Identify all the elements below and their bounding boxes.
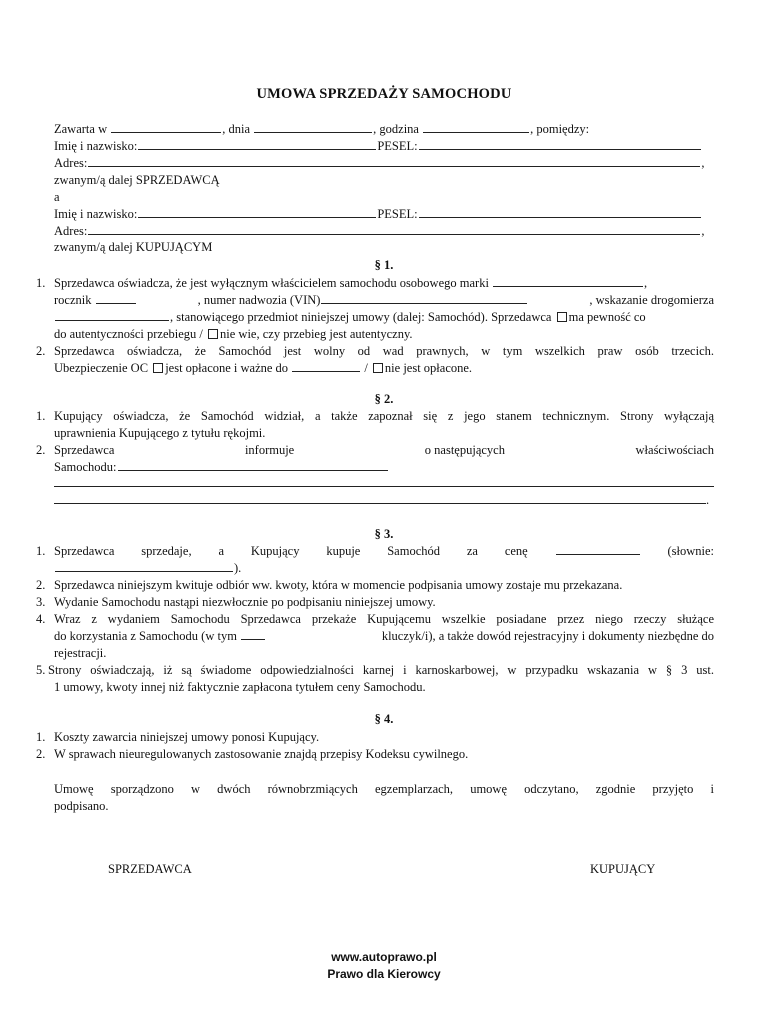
buyer-address-line: Adres: , xyxy=(54,224,705,238)
s3-p1-line1 xyxy=(54,544,714,559)
zawarta-w-label: Zawarta w xyxy=(54,122,108,136)
s3-p5-line2: 1 umowy, kwoty innej niż faktycznie zapłacona tytułem ceny Samochodu. xyxy=(54,680,426,694)
section-3-heading: § 3. xyxy=(374,527,394,541)
s3-word-1: Sprzedawca xyxy=(54,544,115,558)
s1-p2-line2 xyxy=(54,361,472,376)
s1-oc-paid-text: jest opłacone i ważne do xyxy=(165,361,289,375)
s3-p4-line3: rejestracji. xyxy=(54,646,107,660)
buyer-signature-label: KUPUJĄCY xyxy=(590,862,656,876)
buyer-name-line xyxy=(54,207,702,222)
s4-p1-number: 1. xyxy=(36,730,46,744)
seller-signature-label: SPRZEDAWCA xyxy=(108,862,192,876)
car-make-field[interactable] xyxy=(493,276,643,287)
s1-oc-label: Ubezpieczenie OC xyxy=(54,361,149,375)
s1-p1-text4b: nie wie, czy przebieg jest autentyczny. xyxy=(220,327,413,341)
s3-p3-line1: Wydanie Samochodu nastąpi niezwłocznie po podpisaniu niniejszej umowy. xyxy=(54,595,436,609)
seller-name-line xyxy=(54,139,702,154)
time-field[interactable] xyxy=(423,122,529,133)
properties-field-2[interactable] xyxy=(54,486,714,487)
s1-vin-label: , numer nadwozia (VIN) xyxy=(197,293,321,307)
s4-p2-line1: W sprawach nieuregulowanych zastosowanie znajdą przepisy Kodeksu cywilnego. xyxy=(54,747,469,761)
s1-p1-line1: Sprzedawca oświadcza, że jest wyłącznym właścicielem samochodu osobowego marki , xyxy=(54,276,648,290)
godzina-label: , godzina xyxy=(373,122,419,136)
buyer-pesel-label: PESEL: xyxy=(377,207,418,221)
seller-role: zwanym/ą dalej SPRZEDAWCĄ xyxy=(54,173,220,187)
s3-word-2: sprzedaje, xyxy=(141,544,192,558)
closing-line1: Umowę sporządzono w dwóch równobrzmiących egzemplarzach, umowę odczytano, zgodnie przyjęto i xyxy=(54,782,714,796)
price-in-words-field[interactable] xyxy=(55,561,233,572)
section-2-heading: § 2. xyxy=(374,392,394,406)
buyer-name-label: Imię i nazwisko: xyxy=(54,207,138,221)
vin-field[interactable] xyxy=(321,293,527,304)
properties-end-dot: . xyxy=(706,493,710,507)
s3-p1-close: ). xyxy=(234,561,242,575)
seller-pesel-field[interactable] xyxy=(419,139,701,150)
footer-website[interactable]: www.autoprawo.pl xyxy=(331,950,437,964)
dnia-label: , dnia xyxy=(222,122,251,136)
s3-p4-number: 4. xyxy=(36,612,46,626)
properties-field-1[interactable] xyxy=(118,460,388,471)
authentic-mileage-checkbox[interactable] xyxy=(557,312,567,322)
year-field[interactable] xyxy=(96,293,136,304)
buyer-address-label: Adres: xyxy=(54,224,88,238)
s1-p2-line1: Sprzedawca oświadcza, że Samochód jest wolny od wad prawnych, w tym wszelkich praw osób trzecich. xyxy=(54,344,714,358)
s3-p1-number: 1. xyxy=(36,544,46,558)
s3-word-8: cenę xyxy=(504,544,528,558)
pomiedzy-label: , pomiędzy: xyxy=(530,122,590,136)
seller-address-label: Adres: xyxy=(54,156,88,170)
s3-p1-line2 xyxy=(54,561,241,576)
s3-p4-text2b: kluczyk/i), a także dowód rejestracyjny i dokumenty niezbędne do xyxy=(381,629,714,643)
oc-paid-checkbox[interactable] xyxy=(153,363,163,373)
s3-p4-text2a: do korzystania z Samochodu (w tym xyxy=(54,629,237,643)
s1-p2-number: 2. xyxy=(36,344,46,358)
s2-word-2: informuje xyxy=(244,443,295,457)
s3-p2-number: 2. xyxy=(36,578,46,592)
seller-address-field[interactable] xyxy=(88,156,700,167)
buyer-name-field[interactable] xyxy=(138,207,376,218)
unknown-mileage-checkbox[interactable] xyxy=(208,329,218,339)
s1-p1-text4a: do autentyczności przebiegu / xyxy=(54,327,203,341)
s2-p2-number: 2. xyxy=(36,443,46,457)
oc-not-paid-checkbox[interactable] xyxy=(373,363,383,373)
place-field[interactable] xyxy=(111,122,221,133)
s2-p2-line2 xyxy=(54,460,389,475)
s3-p4-line1: Wraz z wydaniem Samochodu Sprzedawca przekaże Kupującemu wszelkie posiadane przez niego rzeczy służące xyxy=(54,612,714,626)
s3-word-3: a xyxy=(218,544,224,558)
s2-word-4: właściwościach xyxy=(635,443,714,457)
properties-field-3[interactable] xyxy=(54,503,706,504)
s3-p4-line2 xyxy=(54,629,714,644)
s4-p2-number: 2. xyxy=(36,747,46,761)
s3-word-5: kupuje xyxy=(326,544,361,558)
s1-oc-slash: / xyxy=(364,361,368,375)
s1-odometer-label: , wskazanie drogomierza xyxy=(589,293,714,307)
s1-p1-line3 xyxy=(54,310,646,325)
seller-pesel-label: PESEL: xyxy=(377,139,418,153)
s3-word-4: Kupujący xyxy=(250,544,300,558)
s2-p2-line1 xyxy=(54,443,714,458)
s3-word-6: Samochód xyxy=(387,544,440,558)
s1-p1-text3b: ma pewność co xyxy=(568,310,646,324)
s3-p5-line1: Strony oświadczają, iż są świadome odpowiedzialności karnej i karnoskarbowej, w przypadku wskazania w § 3 ust. xyxy=(48,663,714,677)
s1-p1-text1: Sprzedawca oświadcza, że jest wyłącznym właścicielem samochodu osobowego marki xyxy=(54,276,489,290)
s2-samochodu-label: Samochodu: xyxy=(54,460,117,474)
closing-line2: podpisano. xyxy=(54,799,109,813)
s1-p1-number: 1. xyxy=(36,276,46,290)
keys-count-field[interactable] xyxy=(241,629,265,640)
seller-name-label: Imię i nazwisko: xyxy=(54,139,138,153)
s3-word-9: (słownie: xyxy=(667,544,714,558)
section-4-heading: § 4. xyxy=(374,712,394,726)
buyer-address-field[interactable] xyxy=(88,224,700,235)
s2-p1-number: 1. xyxy=(36,409,46,423)
s2-word-1: Sprzedawca xyxy=(54,443,115,457)
s1-p1-line4 xyxy=(54,327,413,342)
s1-rocznik-label: rocznik xyxy=(54,293,92,307)
s3-p3-number: 3. xyxy=(36,595,46,609)
seller-name-field[interactable] xyxy=(138,139,376,150)
s3-p2-line1: Sprzedawca niniejszym kwituje odbiór ww. kwoty, która w momencie podpisania umowy zostaje mu przekazana. xyxy=(54,578,623,592)
s2-word-3: o następujących xyxy=(424,443,505,457)
contract-place-date-line xyxy=(54,122,589,137)
s1-p1-text3: , stanowiącego przedmiot niniejszej umowy (dalej: Samochód). Sprzedawca xyxy=(170,310,552,324)
s3-p5-number: 5. xyxy=(36,663,46,677)
document-title: UMOWA SPRZEDAŻY SAMOCHODU xyxy=(256,86,512,102)
buyer-role: zwanym/ą dalej KUPUJĄCYM xyxy=(54,240,213,254)
odometer-field[interactable] xyxy=(55,310,169,321)
s1-oc-not-paid-text: nie jest opłacone. xyxy=(384,361,473,375)
section-1-heading: § 1. xyxy=(374,258,394,272)
oc-valid-until-field[interactable] xyxy=(292,361,360,372)
price-field[interactable] xyxy=(556,544,640,555)
buyer-pesel-field[interactable] xyxy=(419,207,701,218)
s1-p1-line2 xyxy=(54,293,714,308)
s4-p1-line1: Koszty zawarcia niniejszej umowy ponosi Kupujący. xyxy=(54,730,320,744)
s3-word-7: za xyxy=(466,544,478,558)
conjunction-a: a xyxy=(54,190,60,204)
date-field[interactable] xyxy=(254,122,372,133)
s2-p1-line2: uprawnienia Kupującego z tytułu rękojmi. xyxy=(54,426,266,440)
seller-address-line: Adres: , xyxy=(54,156,705,170)
footer-tagline: Prawo dla Kierowcy xyxy=(327,967,441,981)
s2-p1-line1: Kupujący oświadcza, że Samochód widział, a także zapoznał się z jego stanem technicznym. Strony wyłączają xyxy=(54,409,714,423)
